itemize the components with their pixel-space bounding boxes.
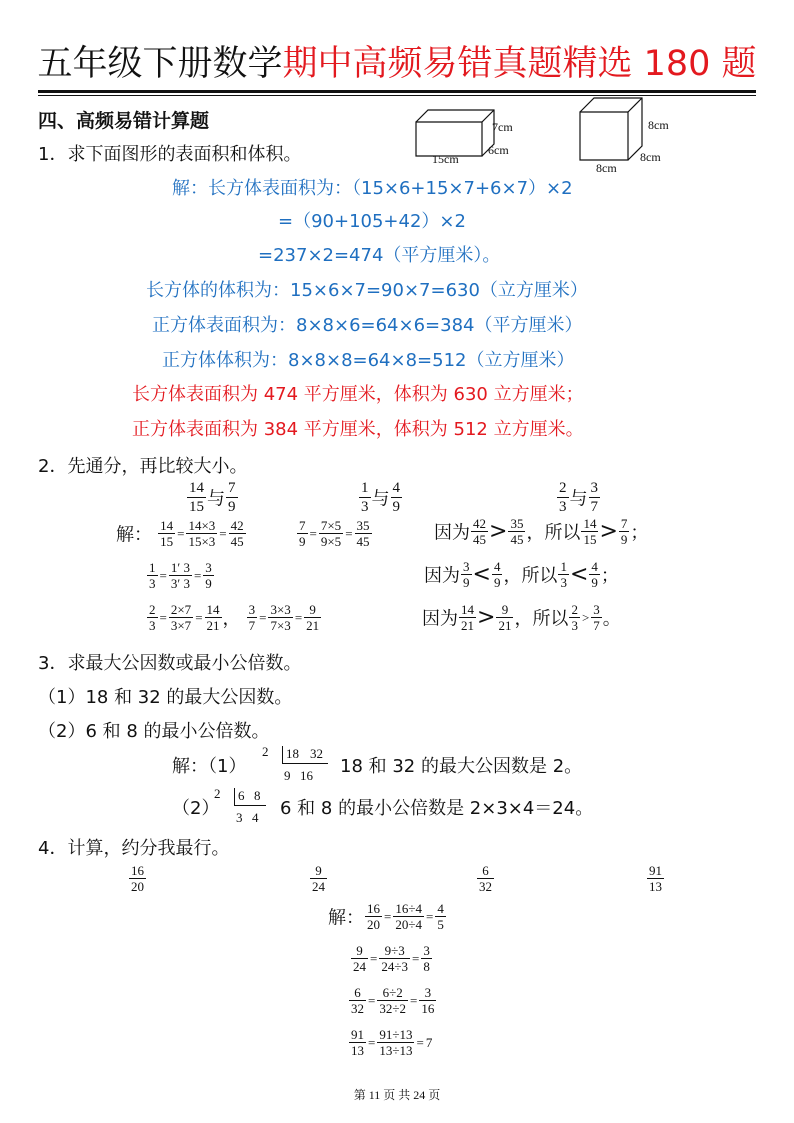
q3-short-division-1: 2 18 32 9 16 [262, 744, 332, 786]
fraction: $\frac{2}{3}$ [149, 602, 156, 633]
cube-edge-label-2: 8cm [640, 150, 661, 164]
fraction: $\frac{14}{15}$ [160, 518, 174, 549]
fraction: $\frac{14}{21}$ [461, 602, 474, 633]
fraction: $\frac{14\times 3}{15\times 3}$ [188, 518, 216, 549]
fraction: $\frac{3}{8}$ [423, 943, 430, 974]
fraction: $\frac{16\div 4}{20\div 4}$ [395, 901, 422, 932]
fraction: $\frac{3}{7}$ [590, 480, 598, 515]
q2-work-row-1: 解： $\frac{14}{15}$ = $\frac{14\times 3}{15\times 3}$ = $\frac{42}{45}$ [116, 518, 244, 549]
q1-solution-line: 长方体的体积为：15×6×7=90×7=630（立方厘米） [146, 280, 588, 301]
fraction: $\frac{9}{24}$ [312, 863, 325, 894]
page-footer: 第 11 页 共 24 页 [353, 1088, 441, 1102]
page-title [0, 38, 794, 90]
q4-problem [309, 864, 328, 893]
q2-compare-3: 因为 $\frac{14}{21}$ > $\frac{9}{21}$ ，所以 $\frac{2}{3}$ > $\frac{3}{7}$ 。 [422, 602, 621, 633]
fraction: $\frac{35}{45}$ [510, 516, 524, 547]
q1-label: 1．求下面图形的表面积和体积。 [38, 144, 302, 165]
fraction: $\frac{2}{3}$ [559, 480, 567, 515]
q4-label: 4．计算，约分我最行。 [38, 838, 230, 859]
q2-work-row-3: $\frac{1}{3}$ = $\frac{1' 3}{3' 3}$ = $\frac{3}{9}$ [149, 560, 212, 591]
q3-sol2-prefix: （2） [172, 798, 220, 819]
fraction: $\frac{42}{45}$ [473, 516, 486, 547]
q2-label: 2．先通分，再比较大小。 [38, 456, 248, 477]
fraction: $\frac{4}{9}$ [493, 559, 501, 590]
q4-problem [646, 864, 665, 893]
q2-compare-1: 因为 $\frac{42}{45}$ > $\frac{35}{45}$ ，所以 $\frac{14}{15}$ > $\frac{7}{9}$ ； [434, 516, 649, 547]
q2-problem-1: $\frac{14}{15}$ 与 $\frac{7}{9}$ [189, 480, 236, 515]
q4-solution-4: $\frac{91}{13}$ = $\frac{91\div 13}{13\div 13}$ = 7 [351, 1027, 433, 1058]
title-rule [38, 90, 756, 93]
fraction: $\frac{1' 3}{3' 3}$ [170, 560, 190, 591]
q1-solution-line: 正方体体积为：8×8×8=64×8=512（立方厘米） [162, 350, 575, 371]
fraction: $\frac{7\times 5}{9\times 5}$ [320, 518, 342, 549]
cube-figure [576, 96, 646, 164]
title-rule-thin [38, 95, 756, 96]
fraction: $\frac{9}{21}$ [498, 602, 512, 633]
q4-problem [476, 864, 495, 893]
fraction: $\frac{3}{16}$ [421, 985, 435, 1016]
q2-problem-2: $\frac{1}{3}$ 与 $\frac{4}{9}$ [361, 480, 400, 515]
title-black: 五年级下册数学 [37, 44, 283, 84]
q1-solution-line: 正方体表面积为：8×8×6=64×6=384（平方厘米） [152, 315, 583, 336]
fraction: $\frac{14}{15}$ [189, 480, 204, 515]
fraction: $\frac{3\times 3}{7\times 3}$ [270, 602, 291, 633]
q4-solution-2: $\frac{9}{24}$ = $\frac{9\div 3}{24\div 3}$ = $\frac{3}{8}$ [353, 943, 430, 974]
cuboid-width-label: 6cm [488, 143, 509, 157]
q3-sub2: （2）6 和 8 的最小公倍数。 [38, 721, 270, 742]
q1-solution-line: =（90+105+42）×2 [278, 211, 466, 232]
q4-solution-1: 解： $\frac{16}{20}$ = $\frac{16\div 4}{20\div 4}$ = $\frac{4}{5}$ [328, 901, 444, 932]
fraction: $\frac{6}{32}$ [479, 863, 492, 894]
fraction: $\frac{2}{3}$ [571, 602, 578, 633]
fraction: $\frac{4}{5}$ [437, 901, 444, 932]
q3-short-division-2: 2 6 8 3 4 [214, 786, 270, 828]
fraction: $\frac{3}{7}$ [248, 602, 256, 633]
q3-sol1-text: 18 和 32 的最大公因数是 2。 [340, 756, 583, 777]
cube-edge-label-1: 8cm [648, 118, 669, 132]
fraction: $\frac{16}{20}$ [367, 901, 380, 932]
q3-sub1: （1）18 和 32 的最大公因数。 [38, 687, 293, 708]
fraction: $\frac{4}{9}$ [591, 559, 598, 590]
cuboid-height-label: 7cm [492, 120, 513, 134]
fraction: $\frac{14}{15}$ [583, 516, 597, 547]
fraction: $\frac{3}{7}$ [593, 602, 600, 633]
fraction: $\frac{91\div 13}{13\div 13}$ [379, 1027, 413, 1058]
fraction: $\frac{9}{21}$ [306, 602, 320, 633]
q4-solution-3: $\frac{6}{32}$ = $\frac{6\div 2}{32\div 2}$ = $\frac{3}{16}$ [351, 985, 435, 1016]
q1-answer-line: 长方体表面积为 474 平方厘米，体积为 630 立方厘米； [132, 384, 584, 405]
fraction: $\frac{14}{21}$ [206, 602, 220, 633]
fraction: $\frac{7}{9}$ [228, 480, 236, 515]
q2-work-row-4: $\frac{2}{3}$ = $\frac{2\times 7}{3\times 7}$ = $\frac{14}{21}$ ， $\frac{3}{7}$ = $\frac{3\times 3}{7\times 3}$ = $\frac{9}{21}$ [149, 602, 320, 633]
cube-edge-label-3: 8cm [596, 161, 617, 175]
q2-problem-3: $\frac{2}{3}$ 与 $\frac{3}{7}$ [559, 480, 598, 515]
q1-solution-line: =237×2=474（平方厘米）。 [258, 245, 501, 266]
cuboid-length-label: 15cm [432, 152, 459, 166]
fraction: $\frac{42}{45}$ [230, 518, 244, 549]
q2-compare-2: 因为 $\frac{3}{9}$ < $\frac{4}{9}$ ，所以 $\frac{1}{3}$ < $\frac{4}{9}$ ； [424, 559, 619, 590]
q4-problem [128, 864, 147, 893]
fraction: $\frac{1}{3}$ [560, 559, 567, 590]
fraction: $\frac{6\div 2}{32\div 2}$ [379, 985, 406, 1016]
q1-solution-line: 解：长方体表面积为：（15×6+15×7+6×7）×2 [172, 178, 573, 199]
fraction: $\frac{91}{13}$ [351, 1027, 364, 1058]
fraction: $\frac{3}{9}$ [205, 560, 212, 591]
section-heading: 四、高频易错计算题 [38, 110, 210, 132]
q1-answer-line: 正方体表面积为 384 平方厘米，体积为 512 立方厘米。 [132, 419, 584, 440]
q3-label: 3．求最大公因数或最小公倍数。 [38, 653, 302, 674]
fraction: $\frac{1}{3}$ [361, 480, 369, 515]
fraction: $\frac{9}{24}$ [353, 943, 366, 974]
fraction: $\frac{1}{3}$ [149, 560, 156, 591]
q3-sol1-prefix: 解：（1） [172, 756, 247, 777]
fraction: $\frac{91}{13}$ [649, 863, 662, 894]
fraction: $\frac{35}{45}$ [356, 518, 370, 549]
fraction: $\frac{6}{32}$ [351, 985, 364, 1016]
fraction: $\frac{2\times 7}{3\times 7}$ [170, 602, 192, 633]
fraction: $\frac{9\div 3}{24\div 3}$ [381, 943, 408, 974]
fraction: $\frac{3}{9}$ [463, 559, 470, 590]
fraction: $\frac{7}{9}$ [299, 518, 306, 549]
title-red: 期中高频易错真题精选 180 题 [282, 44, 757, 84]
q3-sol2-text: 6 和 8 的最小公倍数是 2×3×4＝24。 [280, 798, 594, 819]
q2-work-row-2: $\frac{7}{9}$ = $\frac{7\times 5}{9\times 5}$ = $\frac{35}{45}$ [299, 518, 370, 549]
fraction: $\frac{7}{9}$ [620, 516, 628, 547]
fraction: $\frac{16}{20}$ [131, 863, 144, 894]
fraction: $\frac{4}{9}$ [392, 480, 400, 515]
